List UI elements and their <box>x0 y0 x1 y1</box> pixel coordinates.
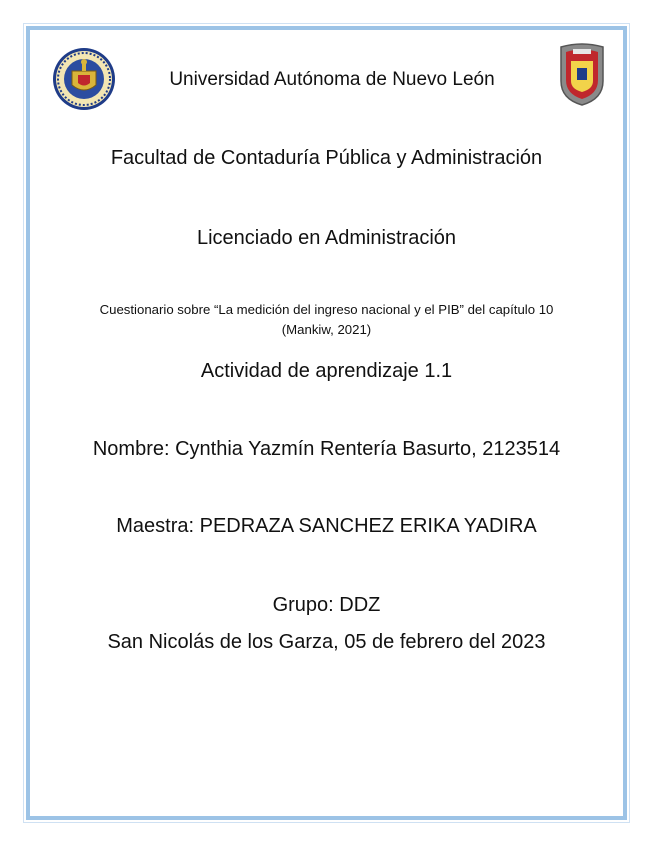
activity-title: Actividad de aprendizaje 1.1 <box>200 360 453 382</box>
uanl-seal-icon <box>52 47 116 111</box>
fcpya-shield-icon <box>557 41 607 107</box>
place-and-date: San Nicolás de los Garza, 05 de febrero del 2023 <box>107 631 546 653</box>
university-name: Universidad Autónoma de Nuevo León <box>169 69 495 90</box>
page-border <box>26 26 627 820</box>
assignment-line-1: Cuestionario sobre “La medición del ingreso nacional y el PIB” del capítulo 10 <box>99 302 554 317</box>
assignment-line-2: (Mankiw, 2021) <box>281 322 372 337</box>
faculty-title: Facultad de Contaduría Pública y Administración <box>110 147 543 169</box>
assignment-description <box>30 300 623 340</box>
degree-title: Licenciado en Administración <box>196 227 457 249</box>
group-label: Grupo: DDZ <box>272 594 381 616</box>
teacher-name: Maestra: PEDRAZA SANCHEZ ERIKA YADIRA <box>116 515 537 537</box>
student-name: Nombre: Cynthia Yazmín Rentería Basurto, 2123514 <box>92 438 561 460</box>
